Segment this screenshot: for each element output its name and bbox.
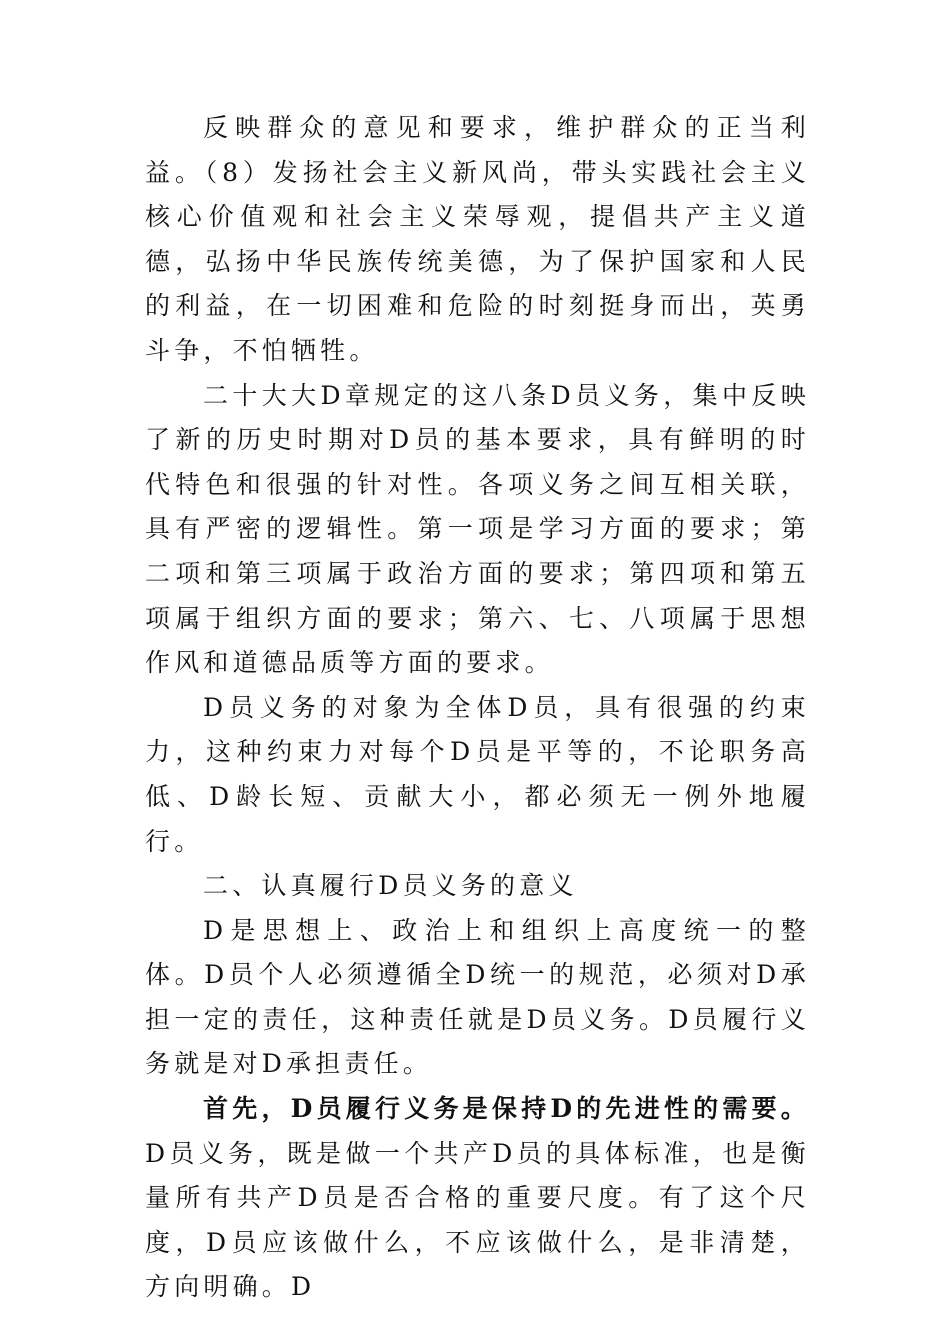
paragraph-party-member-duty-eight: 反映群众的意见和要求，维护群众的正当利益。（8）发扬社会主义新风尚，带头实践社会主义核心价值观和社会主义荣辱观，提倡共产主义道德，弘扬中华民族传统美德，为了保护国家和人民的利益，在一切困难和危险的时刻挺身而出，英勇斗争，不怕牺牲。 (145, 113, 810, 365)
document-body (145, 106, 810, 1310)
paragraph-duty-scope: D员义务的对象为全体D员，具有很强的约束力，这种约束力对每个D员是平等的，不论职务高低、D龄长短、贡献大小，都必须无一例外地履行。 (145, 692, 810, 856)
section-heading-significance: 二、认真履行D员义务的意义 (203, 871, 578, 901)
paragraph-party-unity: D是思想上、政治上和组织上高度统一的整体。D员个人必须遵循全D统一的规范，必须对D承担一定的责任，这种责任就是D员义务。D员履行义务就是对D承担责任。 (145, 915, 810, 1079)
paragraph-first-reason-lead: 首先，D员履行义务是保持D的先进性的需要。 (203, 1094, 810, 1124)
paragraph-eight-duties-summary: 二十大大D章规定的这八条D员义务，集中反映了新的历史时期对D员的基本要求，具有鲜明的时代特色和很强的针对性。各项义务之间互相关联，具有严密的逻辑性。第一项是学习方面的要求；第二项和第三项属于政治方面的要求；第四项和第五项属于组织方面的要求；第六、七、八项属于思想作风和道德品质等方面的要求。 (145, 380, 810, 678)
paragraph-first-reason-body: D员义务，既是做一个共产D员的具体标准，也是衡量所有共产D员是否合格的重要尺度。有了这个尺度，D员应该做什么，不应该做什么，是非清楚，方向明确。D (145, 1138, 810, 1302)
paragraph-first-reason (145, 1087, 810, 1310)
